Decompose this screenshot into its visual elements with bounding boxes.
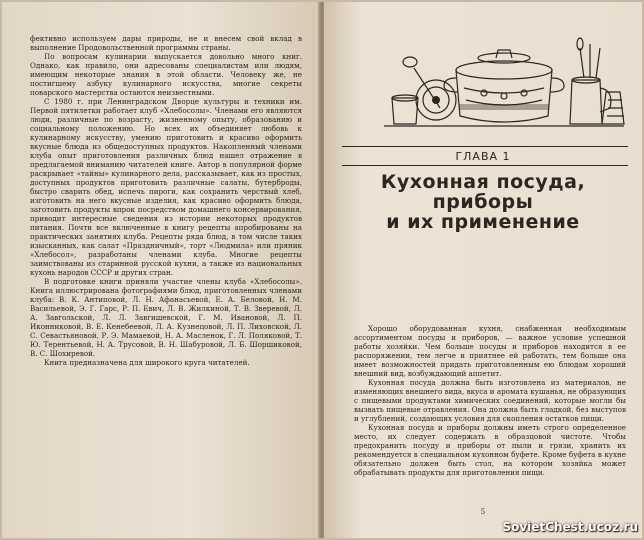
chapter-title-line: приборы (432, 191, 534, 213)
right-page (324, 2, 642, 538)
paragraph: фективно используем дары природы, не и внесем свой вклад в выполнение Продовольственной программы страны. (30, 34, 302, 52)
chapter-bottom-rule (342, 165, 628, 166)
watermark: SovietChest.ucoz.ru (502, 520, 638, 534)
kitchenware-illustration (344, 8, 630, 140)
paragraph: Кухонная посуда и приборы должны иметь строго определенное место, их следует содержать в образцовой чистоте. Чтобы предохранить посуду и приборы от пыли и грязи, хранить их рекомендуется в специальном кухонном буфете. Кроме буфета в кухне обязательно должен быть стол, на котором хозяйка может обрабатывать продукты для приготовления пищи. (354, 423, 626, 477)
paragraph: Кухонная посуда должна быть изготовлена из материалов, не изменяющих внешнего вида, вкуса и аромата кушанья, не образующих с пищевыми продуктами химических соединений, которые могли бы вызвать пищевые отравления. Она должна быть гладкой, без выступов и углублений, создающих условия для скопления остатков пищи. (354, 378, 626, 423)
chapter-title-line: и их применение (386, 211, 580, 233)
left-page (2, 2, 320, 538)
chapter-label: ГЛАВА 1 (455, 150, 511, 163)
book-spread (2, 2, 642, 538)
chapter-title (324, 172, 642, 232)
chapter-title-line: Кухонная посуда, (380, 171, 586, 193)
left-page-text (30, 34, 302, 367)
paragraph: Хорошо оборудованная кухня, снабженная необходимым ассортиментом посуды и приборов, — важное условие успешной работы хозяйки. Чем больше посуды и приборов находится в ее распоряжении, тем легче и приятнее ей работать, тем больше она имеет возможностей придать приготовленным ею блюдам хороший внешний вид, возбуждающий аппетит. (354, 324, 626, 378)
paragraph: Книга предназначена для широкого круга читателей. (44, 358, 250, 367)
paragraph: В подготовке книги приняли участие члены клуба «Хлебосолы». Книга иллюстрирована фотографиями блюд, приготовленных членами клуба: В. К. Антиповой, Л. Н. Афанасьевой, Е. А. Беловой, Н. М. Васильевой, Э. Г. Гарс, Р. П. Евич, Л. В. Жилкиной, Т. В. Зверевой, Л. А. Завгольской, Л. Л. Завгишевской, Г. М. Ивановой, Л. П. Иконниковой, В. Е. Кенебеевой, Л. А. Кузнецовой, Л. П. Лиховской, Л. С. Севастьяновой, Р. Э. Мамаевой, Н. А. Масленок, Г. Л. Поляковой, Т. Ю. Терентьевой, Н. А. Трусовой, В. Н. Шабуровой, Л. Б. Шоршиковой, В. С. Шохиревой. (30, 277, 302, 358)
paragraph: По вопросам кулинарии выпускается довольно много книг. Однако, как правило, они адресованы специалистам или людям, имеющим некоторые знания в этой области. Человеку же, не постигшему азбуку кулинарного искусства, многие секреты поварского мастерства остаются неизвестными. (30, 52, 302, 97)
chapter-top-rule (342, 146, 628, 147)
paragraph: С 1980 г. при Ленинградском Дворце культуры и техники им. Первой пятилетки работает клуб «Хлебосолы». Членами его являются люди, различные по возрасту, жизненному опыту, образованию и социальному положению. Но всех их объединяет любовь к кулинарному искусству, умению приготовить и красиво оформить вкусные блюда из общедоступных продуктов. Накопленный членами клуба опыт приготовления различных блюд нашел отражение в предлагаемой вниманию читателей книге. Автор в популярной форме раскрывает «тайны» кулинарного дела, рассказывает, как из простых, доступных продуктов приготовить различные салаты, бутерброды, быстро сварить обед, испечь пироги, как сохранить черствый хлеб, изготовить на него вкусные изделия, как красиво оформить блюда, заготовить продукты впрок посредством домашнего консервирования, приводит интересные сведения из истории некоторых продуктов питания. Почти все включенные в книгу рецепты апробированы на практических занятиях клуба. Рецепты ряда блюд, в том числе таких изысканных, как салат «Праздничный», торт «Людмила» или пряник «Хлебосол», разработаны членами клуба. Многие рецепты заимствованы из старинной русской кухни, а также из национальных кухонь народов СССР и других стран. (30, 97, 302, 277)
right-page-text (354, 324, 626, 477)
page-number: 5 (480, 508, 486, 516)
